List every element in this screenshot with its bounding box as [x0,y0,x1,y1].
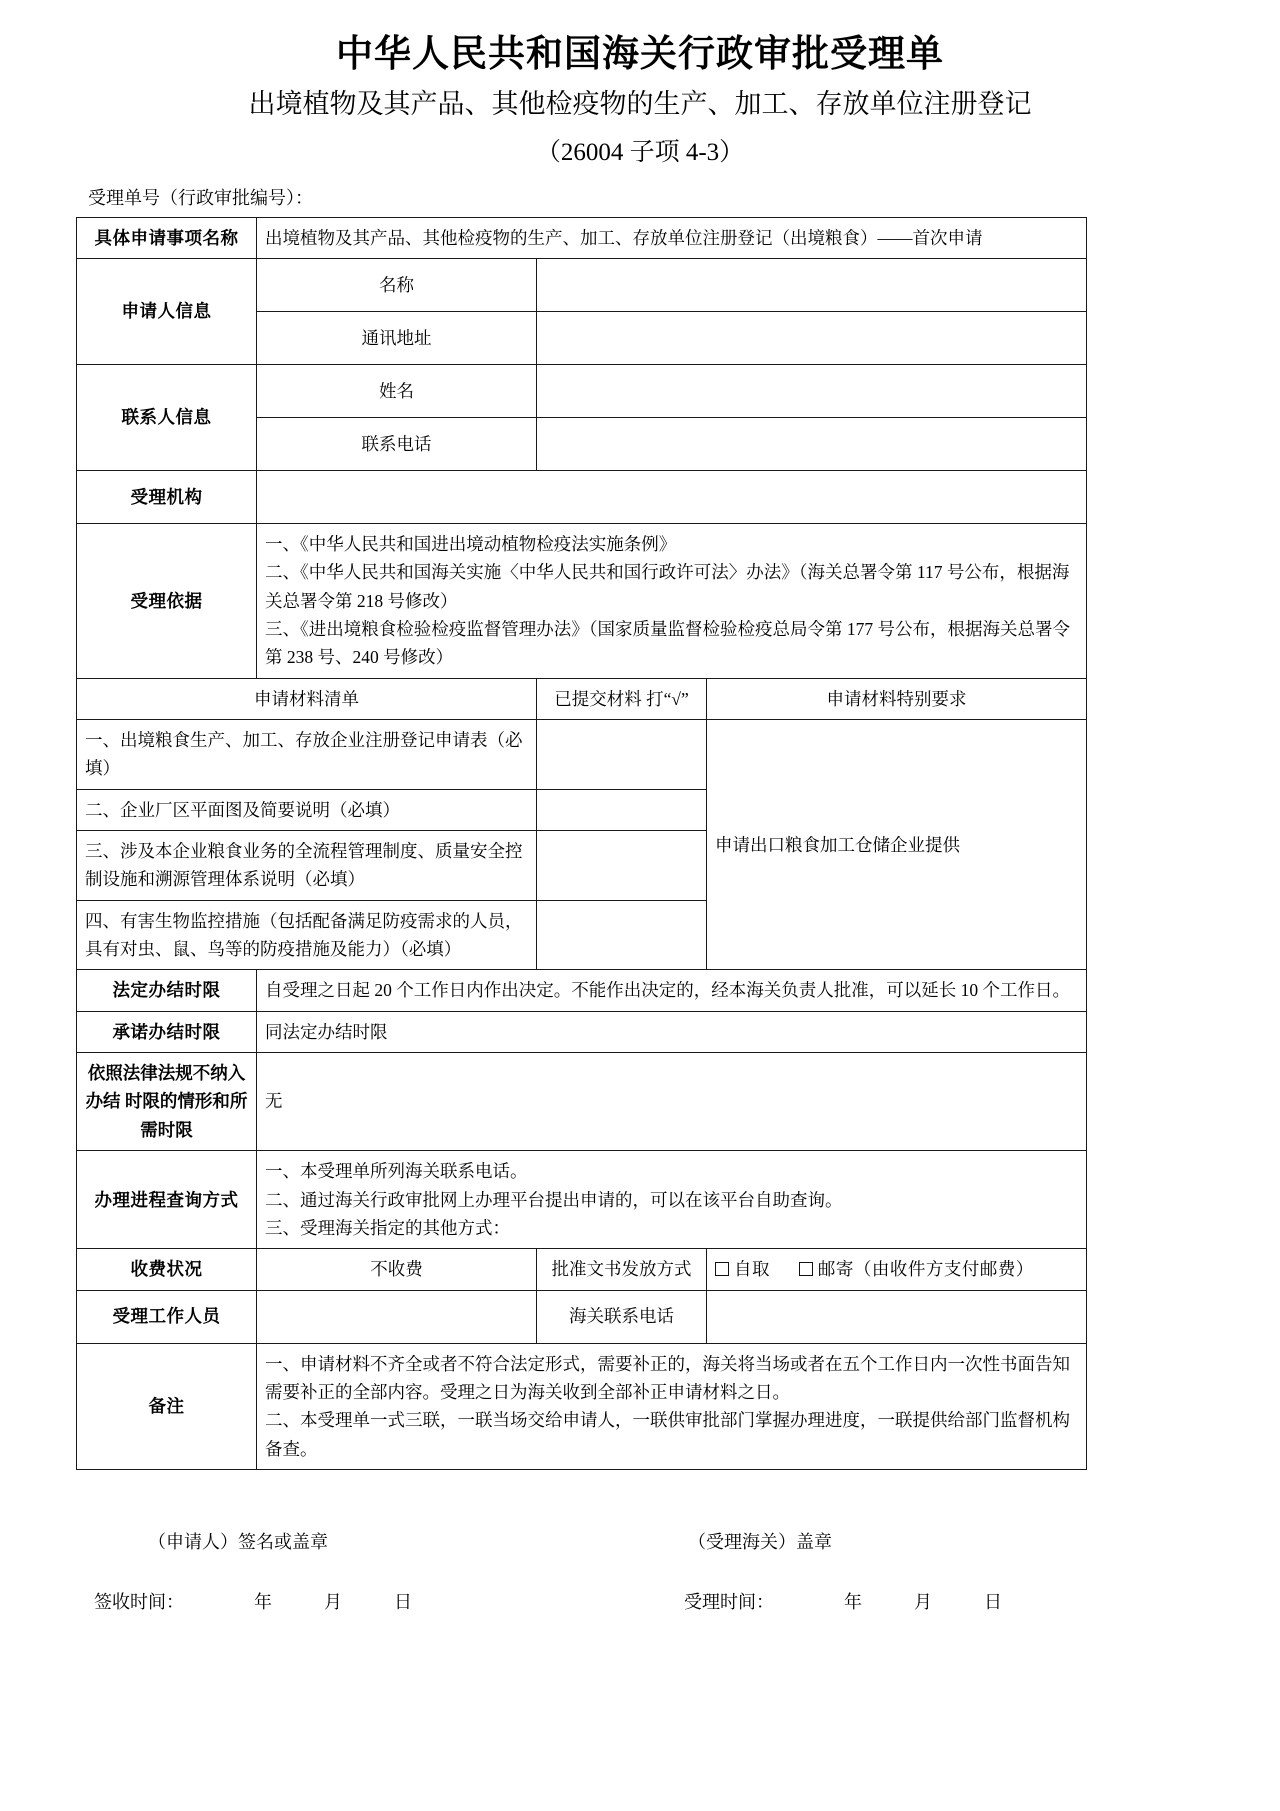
materials-special-note: 申请出口粮食加工仓储企业提供 [707,720,1087,970]
table-row-item-name [77,217,1087,258]
contact-phone-label: 联系电话 [257,417,537,470]
table-row-promise-limit [77,1011,1087,1052]
material-item-4: 四、有害生物监控措施（包括配备满足防疫需求的人员，具有对虫、鼠、鸟等的防疫措施及能力）（必填） [77,900,537,970]
contact-phone-field[interactable] [537,417,1087,470]
applicant-info-label: 申请人信息 [77,258,257,364]
checkbox-icon[interactable] [799,1262,813,1276]
legal-limit-label: 法定办结时限 [77,970,257,1011]
page-code: （26004 子项 4-3） [535,138,745,166]
agency-field[interactable] [257,470,1087,523]
contact-name-label: 姓名 [257,364,537,417]
accept-time-month: 月 [914,1591,932,1612]
progress-line-2: 二、通过海关行政审批网上办理平台提出申请的，可以在该平台自助查询。 [265,1189,843,1210]
fee-status-value: 不收费 [257,1249,537,1290]
promise-limit-value: 同法定办结时限 [257,1011,1087,1052]
delivery-option-mail-label: 邮寄（由收件方支付邮费） [817,1259,1034,1280]
sign-time-label: 签收时间： [94,1591,184,1612]
applicant-address-label: 通讯地址 [257,311,537,364]
table-row-contact-name [77,364,1087,417]
material-check-3[interactable] [537,831,707,901]
sign-time-year: 年 [254,1591,272,1612]
excluded-limit-label-line-1: 依照法律法规不纳入办结 [85,1063,246,1112]
legal-basis-line-3: 三、《进出境粮食检验检疫监督管理办法》（国家质量监督检验检疫总局令第 177 号公布，根据海关总署令第 238 号、240 号修改） [265,619,1070,668]
remark-line-1: 一、申请材料不齐全或者不符合法定形式，需要补正的，海关将当场或者在五个工作日内一次性书面告知需要补正的全部内容。受理之日为海关收到全部补正申请材料之日。 [265,1353,1070,1402]
applicant-name-field[interactable] [537,258,1087,311]
delivery-method-label: 批准文书发放方式 [537,1249,707,1290]
material-item-3: 三、涉及本企业粮食业务的全流程管理制度、质量安全控制设施和溯源管理体系说明（必填） [77,831,537,901]
accept-time-label: 受理时间： [684,1591,774,1612]
legal-limit-value: 自受理之日起 20 个工作日内作出决定。不能作出决定的，经本海关负责人批准，可以延长 10 个工作日。 [257,970,1087,1011]
materials-special-header: 申请材料特别要求 [707,678,1087,719]
legal-basis-label: 受理依据 [77,523,257,678]
acceptance-form-table [76,217,1087,1470]
signature-row-dates [76,1588,1086,1614]
accept-time-day: 日 [984,1591,1002,1612]
material-check-2[interactable] [537,789,707,830]
material-check-4[interactable] [537,900,707,970]
promise-limit-label: 承诺办结时限 [77,1011,257,1052]
contact-info-label: 联系人信息 [77,364,257,470]
contact-name-field[interactable] [537,364,1087,417]
table-row-legal-basis [77,523,1087,678]
submitted-header-line-2: 打“√” [646,688,689,709]
excluded-limit-value: 无 [257,1053,1087,1151]
materials-submitted-header [537,678,707,719]
table-row-excluded-limit [77,1053,1087,1151]
checkbox-icon[interactable] [715,1262,729,1276]
table-row-fee-delivery [77,1249,1087,1290]
customs-phone-label: 海关联系电话 [537,1290,707,1343]
submitted-header-line-1: 已提交材料 [554,688,642,709]
material-check-1[interactable] [537,720,707,790]
applicant-address-field[interactable] [537,311,1087,364]
page-subtitle: 出境植物及其产品、其他检疫物的生产、加工、存放单位注册登记 [248,88,1032,119]
staff-label: 受理工作人员 [77,1290,257,1343]
table-row-remark [77,1343,1087,1469]
table-row-material-1 [77,720,1087,790]
material-item-2: 二、企业厂区平面图及简要说明（必填） [77,789,537,830]
item-name-value: 出境植物及其产品、其他检疫物的生产、加工、存放单位注册登记（出境粮食）——首次申请 [257,217,1087,258]
receipt-number-label: 受理单号（行政审批编号）： [88,188,313,209]
delivery-option-self-pickup[interactable] [715,1255,770,1283]
signature-row-names [76,1528,1086,1554]
agency-label: 受理机构 [77,470,257,523]
remark-content [257,1343,1087,1469]
customs-seal-label: （受理海关）盖章 [688,1531,832,1552]
delivery-method-options [707,1249,1087,1290]
accept-time-year: 年 [844,1591,862,1612]
item-name-label: 具体申请事项名称 [77,217,257,258]
fee-status-label: 收费状况 [77,1249,257,1290]
progress-inquiry-content [257,1151,1087,1249]
sign-time-month: 月 [324,1591,342,1612]
table-row-progress-inquiry [77,1151,1087,1249]
remark-label: 备注 [77,1343,257,1469]
staff-field[interactable] [257,1290,537,1343]
legal-basis-line-2: 二、《中华人民共和国海关实施〈中华人民共和国行政许可法〉办法》（海关总署令第 117 号公布，根据海关总署令第 218 号修改） [265,562,1070,611]
material-item-1: 一、出境粮食生产、加工、存放企业注册登记申请表（必填） [77,720,537,790]
excluded-limit-label [77,1053,257,1151]
table-row-legal-limit [77,970,1087,1011]
legal-basis-content [257,523,1087,678]
delivery-option-self-pickup-label: 自取 [734,1259,770,1280]
customs-phone-field[interactable] [707,1290,1087,1343]
table-row-agency [77,470,1087,523]
progress-inquiry-label: 办理进程查询方式 [77,1151,257,1249]
title-block [0,0,1280,171]
accept-time-block [684,1588,1002,1614]
table-row-staff-phone [77,1290,1087,1343]
progress-line-3: 三、受理海关指定的其他方式： [265,1217,510,1238]
remark-line-2: 二、本受理单一式三联，一联当场交给申请人，一联供审批部门掌握办理进度，一联提供给部门监督机构备查。 [265,1410,1070,1459]
page-title: 中华人民共和国海关行政审批受理单 [336,34,944,75]
sign-time-day: 日 [394,1591,412,1612]
applicant-name-label: 名称 [257,258,537,311]
delivery-option-mail[interactable] [799,1255,1034,1283]
materials-list-header: 申请材料清单 [77,678,537,719]
excluded-limit-label-line-2: 时限的情形和所需时限 [124,1091,248,1140]
applicant-signature-label: （申请人）签名或盖章 [148,1531,328,1552]
sign-time-block [94,1588,412,1614]
signature-area [76,1528,1086,1614]
progress-line-1: 一、本受理单所列海关联系电话。 [265,1161,528,1182]
table-row-applicant-name [77,258,1087,311]
table-row-materials-header [77,678,1087,719]
legal-basis-line-1: 一、《中华人民共和国进出境动植物检疫法实施条例》 [265,533,677,554]
